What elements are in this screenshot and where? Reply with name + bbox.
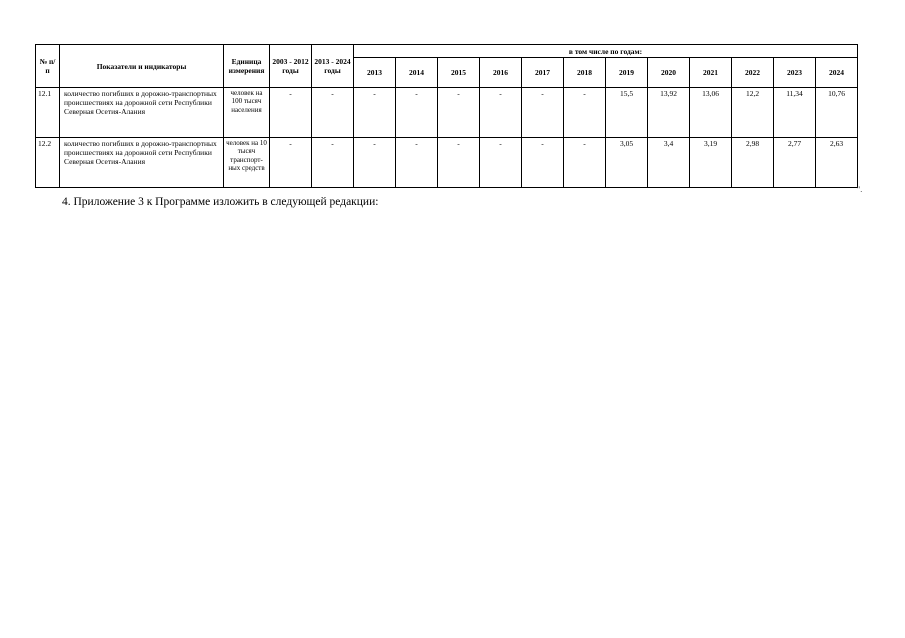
header-num: № п/п xyxy=(36,45,60,88)
header-year: 2020 xyxy=(648,58,690,88)
header-years-group: в том числе по годам: xyxy=(354,45,858,58)
header-year: 2013 xyxy=(354,58,396,88)
header-year: 2016 xyxy=(480,58,522,88)
row-year-value: - xyxy=(480,138,522,188)
header-period-2013-2024: 2013 - 2024 годы xyxy=(312,45,354,88)
row-indicator-name: количество погибших в дорожно-транспортных происшествиях на дорожной сети Республики Северная Осетия-Алания xyxy=(60,138,224,188)
header-year: 2022 xyxy=(732,58,774,88)
row-unit: человек на 10 тысяч транспорт-ных средств xyxy=(224,138,270,188)
header-year: 2014 xyxy=(396,58,438,88)
row-year-value: - xyxy=(564,138,606,188)
table-body xyxy=(36,88,858,188)
row-year-value: - xyxy=(396,88,438,138)
row-num: 12.2 xyxy=(36,138,60,188)
row-indicator-name: количество погибших в дорожно-транспортных происшествиях на дорожной сети Республики Северная Осетия-Алания xyxy=(60,88,224,138)
row-year-value: - xyxy=(438,138,480,188)
table-row xyxy=(36,138,858,188)
row-year-value: 11,34 xyxy=(774,88,816,138)
row-year-value: - xyxy=(354,138,396,188)
header-period-2003-2012: 2003 - 2012 годы xyxy=(270,45,312,88)
row-period-2003-2012: - xyxy=(270,138,312,188)
row-year-value: - xyxy=(396,138,438,188)
row-num: 12.1 xyxy=(36,88,60,138)
header-year: 2017 xyxy=(522,58,564,88)
row-year-value: - xyxy=(354,88,396,138)
row-year-value: 10,76 xyxy=(816,88,858,138)
table-header-row xyxy=(36,45,858,58)
row-period-2013-2024: - xyxy=(312,138,354,188)
row-unit: человек на 100 тысяч населения xyxy=(224,88,270,138)
row-year-value: - xyxy=(480,88,522,138)
header-indicators: Показатели и индикаторы xyxy=(60,45,224,88)
row-year-value: 2,77 xyxy=(774,138,816,188)
header-year: 2019 xyxy=(606,58,648,88)
row-year-value: 3,05 xyxy=(606,138,648,188)
row-year-value: 12,2 xyxy=(732,88,774,138)
table-row xyxy=(36,88,858,138)
header-year: 2018 xyxy=(564,58,606,88)
header-unit: Единица измерения xyxy=(224,45,270,88)
amendment-note: 4. Приложение 3 к Программе изложить в следующей редакции: xyxy=(62,196,379,208)
row-year-value: - xyxy=(438,88,480,138)
row-year-value: - xyxy=(522,138,564,188)
header-year: 2015 xyxy=(438,58,480,88)
header-year: 2023 xyxy=(774,58,816,88)
row-period-2003-2012: - xyxy=(270,88,312,138)
header-year: 2021 xyxy=(690,58,732,88)
row-year-value: 13,06 xyxy=(690,88,732,138)
row-year-value: - xyxy=(564,88,606,138)
row-year-value: 2,98 xyxy=(732,138,774,188)
row-year-value: 3,4 xyxy=(648,138,690,188)
header-year: 2024 xyxy=(816,58,858,88)
row-period-2013-2024: - xyxy=(312,88,354,138)
row-year-value: - xyxy=(522,88,564,138)
row-year-value: 13,92 xyxy=(648,88,690,138)
indicators-table xyxy=(35,44,858,188)
row-year-value: 3,19 xyxy=(690,138,732,188)
row-year-value: 2,63 xyxy=(816,138,858,188)
row-year-value: 15,5 xyxy=(606,88,648,138)
closing-quote-mark: ". xyxy=(857,185,863,194)
